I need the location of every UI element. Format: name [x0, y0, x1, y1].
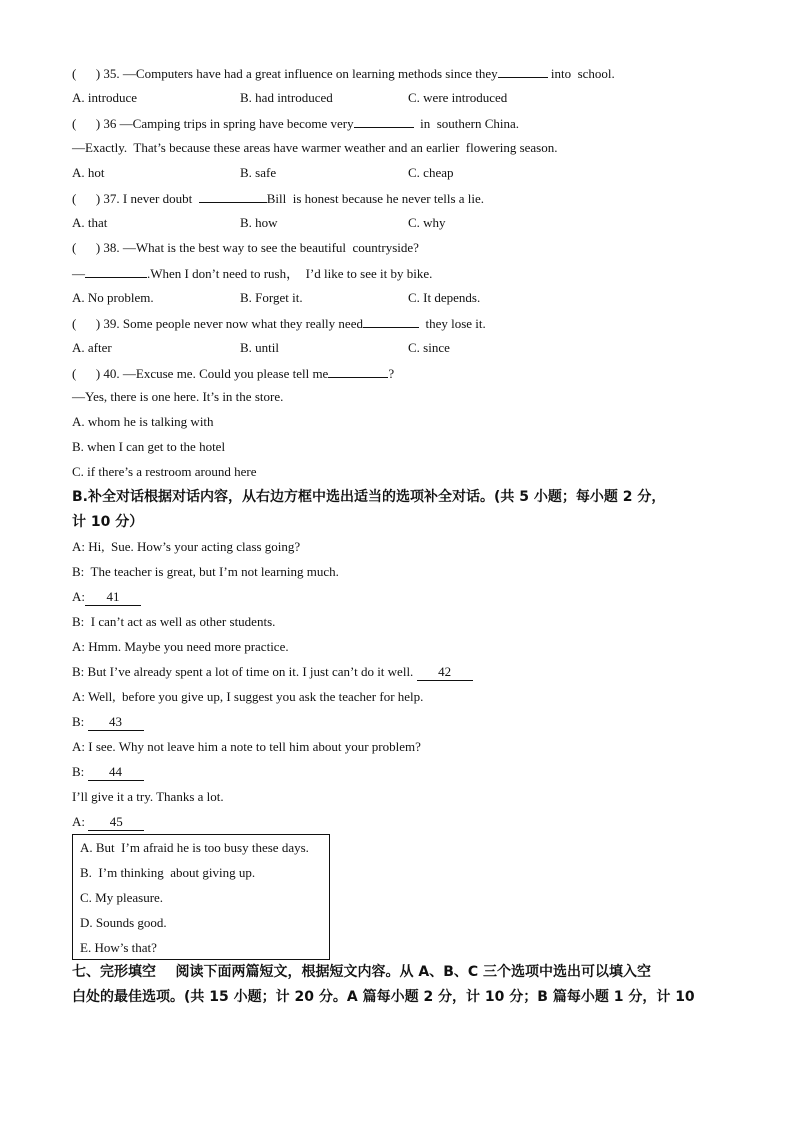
option-c: C. since: [408, 340, 450, 355]
dialogue-line: B: I can’t act as well as other students.: [72, 614, 276, 629]
option-a: A. No problem.: [72, 290, 154, 305]
option-c: C. if there’s a restroom around here: [72, 464, 257, 479]
section-b-heading: B.补全对话根据对话内容，从右边方框中选出适当的选项补全对话。(共 5 小题；每小题 2 分，: [72, 489, 666, 505]
box-option-c: C. My pleasure.: [80, 890, 164, 905]
dialogue-line: A: I see. Why not leave him a note to tell him about your problem?: [72, 739, 421, 754]
dialogue-line: B: 43: [72, 714, 144, 731]
dialogue-line: I’ll give it a try. Thanks a lot.: [72, 789, 224, 804]
answer-blank: [85, 265, 147, 278]
answer-blank: [354, 115, 414, 128]
answer-blank: [199, 190, 267, 203]
dialogue-line: A: 41: [72, 589, 141, 606]
option-a: A. whom he is talking with: [72, 414, 214, 429]
option-a: A. hot: [72, 165, 105, 180]
dialogue-line: B: 44: [72, 764, 144, 781]
option-b: B. until: [240, 340, 280, 355]
question-36-reply: —Exactly. That’s because these areas have warmer weather and an earlier flowering season.: [72, 140, 558, 155]
section-cloze-heading: 七、完形填空 阅读下面两篇短文，根据短文内容。从 A、B、C 三个选项中选出可以填入空: [72, 964, 652, 980]
answer-blank: [363, 315, 419, 328]
option-a: A. after: [72, 340, 112, 355]
question-39-stem: ( ) 39. Some people never now what they really need they lose it.: [72, 316, 486, 331]
section-b-heading-cont: 计 10 分）: [72, 514, 144, 530]
option-c: C. why: [408, 215, 446, 230]
option-b: B. Forget it.: [240, 290, 303, 305]
question-40-reply: —Yes, there is one here. It’s in the store.: [72, 389, 284, 404]
dialogue-line: A: Hi, Sue. How’s your acting class going?: [72, 539, 301, 554]
option-a: A. that: [72, 215, 108, 230]
option-b: B. had introduced: [240, 90, 333, 105]
question-38-reply: — .When I don’t need to rush， I’d like to see it by bike.: [72, 266, 433, 281]
question-35-stem: ( ) 35. —Computers have had a great influence on learning methods since they into school.: [72, 66, 615, 81]
answer-blank: [328, 365, 388, 378]
box-option-a: A. But I’m afraid he is too busy these days.: [80, 840, 309, 855]
blank-42: 42: [417, 664, 473, 681]
option-a: A. introduce: [72, 90, 137, 105]
box-option-e: E. How’s that?: [80, 940, 157, 955]
blank-41: 41: [85, 589, 141, 606]
blank-44: 44: [88, 764, 144, 781]
box-option-d: D. Sounds good.: [80, 915, 167, 930]
option-c: C. cheap: [408, 165, 454, 180]
dialogue-line: A: Well, before you give up, I suggest you ask the teacher for help.: [72, 689, 424, 704]
section-cloze-heading-cont: 白处的最佳选项。(共 15 小题；计 20 分。A 篇每小题 2 分，计 10 分；B 篇每小题 1 分，计 10: [72, 989, 695, 1005]
option-b: B. when I can get to the hotel: [72, 439, 226, 454]
options-box: [72, 834, 330, 960]
option-b: B. how: [240, 215, 278, 230]
blank-43: 43: [88, 714, 144, 731]
question-36-stem: ( ) 36 —Camping trips in spring have become very in southern China.: [72, 116, 520, 131]
question-38-stem: ( ) 38. —What is the best way to see the beautiful countryside?: [72, 240, 419, 255]
question-40-stem: ( ) 40. —Excuse me. Could you please tell me ?: [72, 366, 395, 381]
answer-blank: [498, 65, 548, 78]
dialogue-line: A: 45: [72, 814, 144, 831]
question-37-stem: ( ) 37. I never doubt Bill is honest because he never tells a lie.: [72, 191, 485, 206]
dialogue-line: A: Hmm. Maybe you need more practice.: [72, 639, 289, 654]
dialogue-line: B: But I’ve already spent a lot of time on it. I just can’t do it well. 42: [72, 664, 473, 681]
blank-45: 45: [88, 814, 144, 831]
box-option-b: B. I’m thinking about giving up.: [80, 865, 256, 880]
option-c: C. It depends.: [408, 290, 481, 305]
option-c: C. were introduced: [408, 90, 508, 105]
option-b: B. safe: [240, 165, 277, 180]
dialogue-line: B: The teacher is great, but I’m not learning much.: [72, 564, 339, 579]
